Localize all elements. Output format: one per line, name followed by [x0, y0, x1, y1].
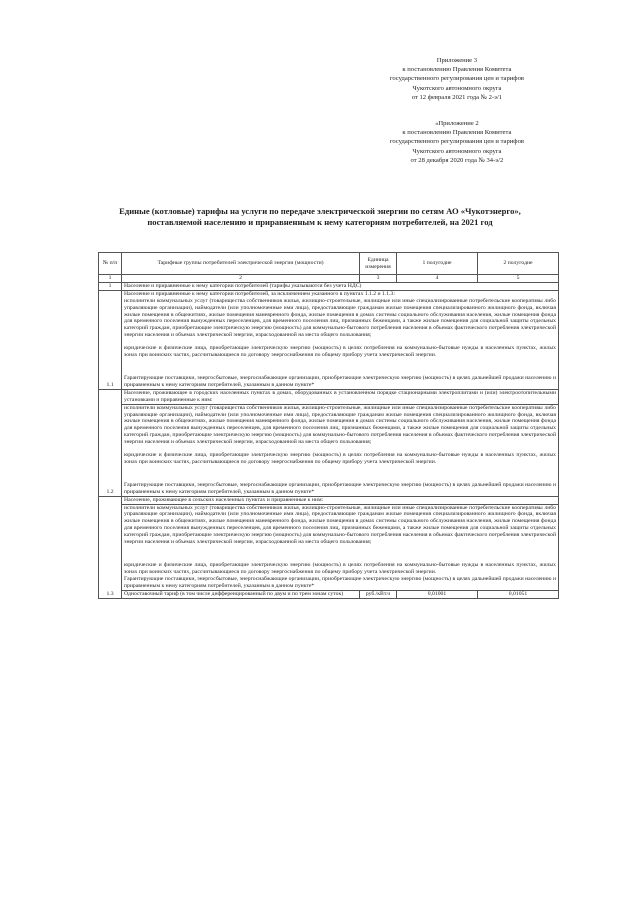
column-numbers-row — [99, 275, 559, 283]
appendix-3-line2: к постановлению Правления Комитета — [402, 66, 512, 74]
row12-p3: юридические и физические лица, приобретающие электрическую энергию (мощность) в целях потребления на коммунально-бытовые нужды в населенных пунктах, жилых зонах при воинских частях, рассчитывающиеся по договору энергоснабжения по общему прибору учета электрической энергии. — [124, 452, 556, 465]
row11-p2: исполнители коммунальных услуг (товарищества собственников жилья, жилищно-строительные, жилищные или иные специализированные потребительские кооперативы либо управляющие организации), наймодатели (или уполномоченные ими лица), предоставляющие гражданам жилые помещения специализированного жилищного фонда, включая жилые помещения в общежитиях, жилые помещения маневренного фонда, жилые помещения в домах системы социального обслуживания населения, жилые помещения фонда для временного поселения вынужденных переселенцев, для временного поселения лиц, признанных беженцами, а также жилые помещения для социальной защиты отдельных категорий граждан, приобретающие электрическую энергию (мощность) для коммунально-бытового потребления населения в объемах фактического потребления электрической энергии населения и объемах электрической энергии, израсходованной на места общего пользования; — [124, 297, 556, 339]
colnum-3: 3 — [360, 275, 397, 283]
row13-num: 1.3 — [99, 496, 122, 598]
appendix-2-line2: к постановлению Правления Комитета — [402, 129, 512, 137]
header-half1: 1 полугодие — [397, 253, 478, 275]
table-row — [99, 282, 559, 290]
row1-num: 1 — [99, 282, 122, 290]
title-line2: поставляемой населению и приравненным к нему категориям потребителей, на 2021 год — [147, 217, 493, 227]
header-num: № п/п — [99, 253, 122, 275]
table-row — [99, 290, 559, 389]
title-line1: Единые (котловые) тарифы на услуги по передаче электрической энергии по сетям АО «Чукотэнерго», — [119, 206, 521, 216]
appendix-2-header — [390, 119, 524, 165]
row12-p2: исполнители коммунальных услуг (товарищества собственников жилья, жилищно-строительные, жилищные или иные специализированные потребительские кооперативы либо управляющие организации), наймодатели (или уполномоченные ими лица), предоставляющие гражданам жилые помещения специализированного жилищного фонда, включая жилые помещения в общежитиях, жилые помещения маневренного фонда, жилые помещения в домах системы социального обслуживания населения, жилые помещения фонда для временного поселения вынужденных переселенцев, для временного поселения лиц, признанных беженцами, а также жилые помещения для социальной защиты отдельных категорий граждан, приобретающие электрическую энергию (мощность) для коммунально-бытового потребления населения в объемах фактического потребления электрической энергии населения и объемах электрической энергии, израсходованной на места общего пользования; — [124, 404, 556, 446]
row13-content — [122, 496, 559, 590]
table-row — [99, 590, 559, 598]
row11-p1: Население и приравненные к нему категории потребителей, за исключением указанного в пунктах 1.1.2 и 1.1.3: — [124, 290, 395, 297]
table-header-row — [99, 253, 559, 275]
header-name: Тарифные группы потребителей электрической энергии (мощности) — [122, 253, 360, 275]
row11-content — [122, 290, 559, 389]
colnum-5: 5 — [478, 275, 559, 283]
row12-p4: Гарантирующие поставщики, энергосбытовые, энергоснабжающие организации, приобретающие электрическую энергию (мощность) в целях дальнейшей продажи населению и приравненным к нему категориям потребителей, указанным в данном пункте* — [124, 481, 556, 495]
table-row — [99, 496, 559, 590]
appendix-3-line5: от 12 февраля 2021 года № 2-э/1 — [411, 93, 503, 101]
row12-content — [122, 389, 559, 496]
row12-num: 1.2 — [99, 389, 122, 496]
appendix-3-header — [390, 56, 524, 102]
appendix-2-line4: Чукотского автономного округа — [412, 147, 502, 155]
row13-p4: Гарантирующие поставщики, энергосбытовые, энергоснабжающие организации, приобретающие электрическую энергию (мощность) в целях дальнейшей продажи населению и приравненным к нему категориям потребителей, указанным в данном пункте* — [124, 575, 556, 589]
row11-p4: Гарантирующие поставщики, энергосбытовые, энергоснабжающие организации, приобретающие электрическую энергию (мощность) в целях дальнейшей продажи населению и приравненным к нему категориям потребителей, указанным в данном пункте* — [124, 374, 556, 388]
colnum-1: 1 — [99, 275, 122, 283]
row1-text: Население и приравненные к нему категории потребителей (тарифы указываются без учета НДС) — [122, 282, 559, 290]
row13-p3: юридические и физические лица, приобретающие электрическую энергию (мощность) в целях потребления на коммунально-бытовые нужды в населенных пунктах, жилых зонах при воинских частях, рассчитывающиеся по договору энергоснабжения по общему прибору учета электрической энергии. — [124, 562, 556, 575]
document-title — [110, 206, 530, 228]
header-half2: 2 полугодие — [478, 253, 559, 275]
row13-unit: руб./кВт.ч — [360, 590, 397, 598]
appendix-2-line1: «Приложение 2 — [435, 120, 479, 127]
row13-p2: исполнители коммунальных услуг (товарищества собственников жилья, жилищно-строительные, жилищные или иные специализированные потребительские кооперативы либо управляющие организации), наймодатели (или уполномоченные ими лица), предоставляющие гражданам жилые помещения специализированного жилищного фонда, включая жилые помещения в общежитиях, жилые помещения маневренного фонда, жилые помещения в домах системы социального обслуживания населения, жилые помещения фонда для временного поселения вынужденных переселенцев, для временного поселения лиц, признанных беженцами, а также жилые помещения для социальной защиты отдельных категорий граждан, приобретающие электрическую энергию (мощность) для коммунально-бытового потребления населения в объемах фактического потребления электрической энергии населения и объемах электрической энергии, израсходованной на места общего пользования; — [124, 504, 556, 546]
row11-p3: юридические и физические лица, приобретающие электрическую энергию (мощность) в целях потребления на коммунально-бытовые нужды в населенных пунктах, жилых зонах при воинских частях, рассчитывающиеся по договору энергоснабжения по общему прибору учета электрической энергии. — [124, 345, 556, 359]
row13-half2-value: 0,01051 — [478, 590, 559, 598]
row13-half1-value: 0,01001 — [397, 590, 478, 598]
colnum-4: 4 — [397, 275, 478, 283]
appendix-2-line3: государственного регулирования цен и тарифов — [389, 138, 524, 146]
row11-num: 1.1 — [99, 290, 122, 389]
appendix-3-line1: Приложение 3 — [436, 57, 478, 64]
appendix-3-line4: Чукотского автономного округа — [412, 84, 502, 92]
colnum-2: 2 — [122, 275, 360, 283]
table-row — [99, 389, 559, 496]
tariff-table — [98, 252, 559, 599]
row13-tariff-name: Одноставочный тариф (в том числе дифференцированный по двум и по трем зонам суток) — [122, 590, 360, 598]
appendix-3-line3: государственного регулирования цен и тарифов — [389, 75, 524, 83]
row13-p1: Население, проживающее в сельских населенных пунктах и приравненные к ним: — [124, 496, 324, 503]
header-unit: Единица измерения — [360, 253, 397, 275]
appendix-2-line5: от 28 декабря 2020 года № 34-э/2 — [410, 156, 504, 164]
row12-p1: Население, проживающее в городских населенных пунктах в домах, оборудованных в установленном порядке стационарными электроплитами и (или) электроотопительными установками и приравненные к ним: — [124, 389, 556, 403]
